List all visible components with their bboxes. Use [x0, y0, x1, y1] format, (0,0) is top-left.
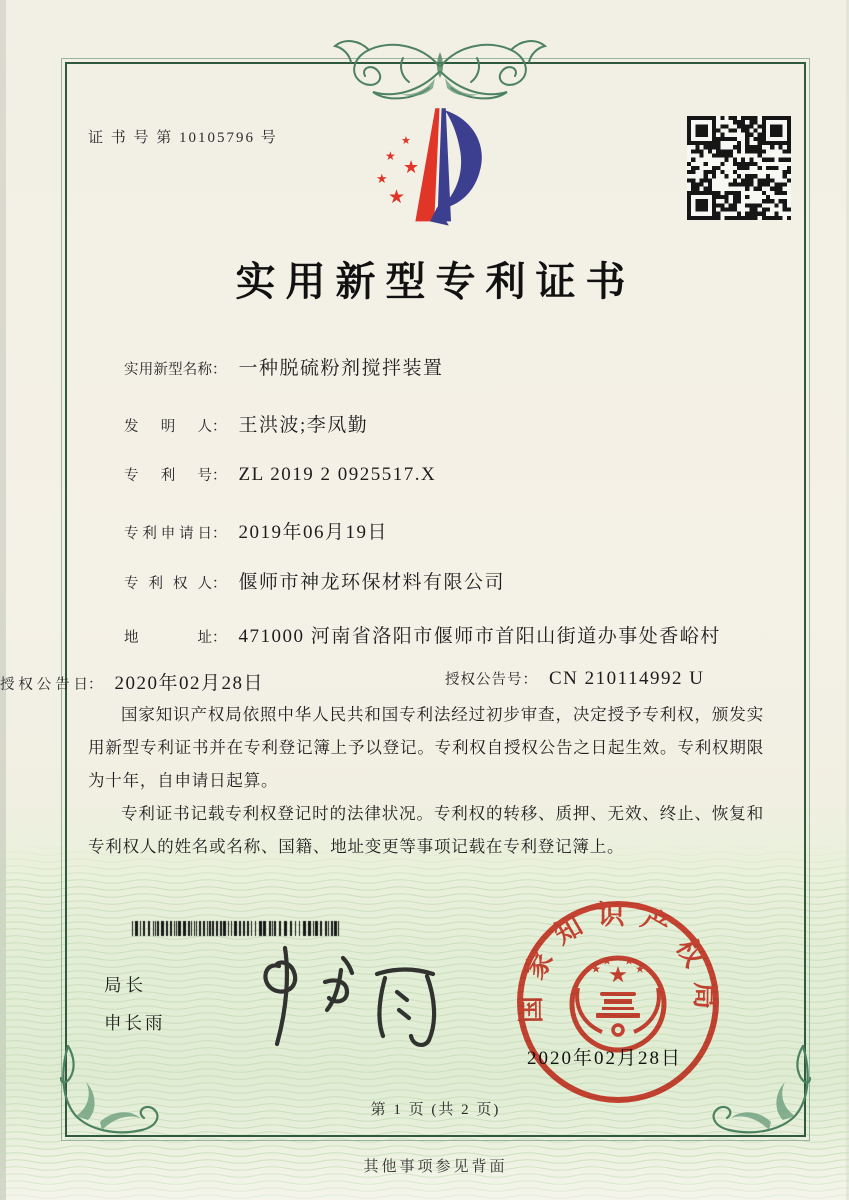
grant-date-group [0, 668, 849, 695]
legal-text [88, 698, 764, 863]
commissioner-name: 申长雨 [104, 1013, 166, 1033]
field-row-address [124, 621, 789, 648]
field-label: 实用新型名称 [124, 362, 212, 378]
field-row-patentee [124, 567, 789, 594]
field-row-filing-date [124, 517, 789, 544]
field-colon: ： [212, 362, 227, 378]
field-value-invention-name: 一种脱硫粉剂搅拌装置 [238, 358, 444, 379]
field-colon: ： [212, 576, 227, 592]
star-icon: ★ [388, 187, 406, 208]
field-row-grant [0, 668, 849, 694]
seal-ring-text: 国家知识产权局 [515, 899, 721, 1024]
official-seal [512, 896, 724, 1108]
commissioner-title: 局长 [104, 975, 147, 995]
bottom-left-ornament [58, 1040, 188, 1142]
legal-paragraph-1: 国家知识产权局依照中华人民共和国专利法经过初步审查，决定授予专利权，颁发实用新型专利证书并在专利登记簿上予以登记。专利权自授权公告之日起生效。专利权期限为十年，自申请日起算。 [88, 705, 764, 790]
grant-number-group [445, 668, 704, 690]
field-label: 授权公告号 [445, 672, 523, 688]
seal-date: 2020年02月28日 [527, 1048, 683, 1069]
field-colon: ： [212, 468, 227, 484]
star-icon: ★ [403, 157, 420, 177]
qr-code [687, 116, 791, 220]
barcode [131, 920, 345, 937]
legal-paragraph-2: 专利证书记载专利权登记时的法律状况。专利权的转移、质押、无效、终止、恢复和专利权人的姓名或名称、国籍、地址变更等事项记载在专利登记簿上。 [88, 804, 764, 856]
field-row-patent-number [124, 464, 789, 486]
page-number: 第 1 页 (共 2 页) [370, 1102, 501, 1118]
cnipa-logo-icon [371, 104, 487, 234]
field-colon: ： [212, 419, 227, 435]
field-row-name [124, 353, 789, 380]
field-label: 发明人 [124, 419, 212, 435]
field-label: 专利号 [124, 468, 212, 484]
star-icon: ★ [376, 171, 388, 186]
back-side-note: 其他事项参见背面 [363, 1159, 508, 1175]
certificate-number: 证 书 号 第 10105796 号 [88, 130, 278, 146]
star-icon: ★ [401, 135, 411, 147]
star-icon: ★ [385, 149, 396, 163]
field-label: 地址 [124, 630, 212, 646]
field-value-inventors: 王洪波;李凤勤 [238, 415, 369, 436]
field-label: 专利申请日 [124, 526, 212, 542]
field-value-filing-date: 2019年06月19日 [238, 522, 389, 543]
field-value-patentee: 偃师市神龙环保材料有限公司 [238, 572, 506, 593]
field-label: 专利权人 [124, 576, 212, 592]
field-value-address: 471000 河南省洛阳市偃师市首阳山街道办事处香峪村 [238, 626, 721, 647]
field-row-inventors [124, 410, 789, 437]
field-value-grant-number: CN 210114992 U [549, 668, 705, 689]
svg-text:国家知识产权局 [516, 900, 720, 1023]
certificate-title: 实用新型专利证书 [235, 259, 636, 304]
field-value-patent-number: ZL 2019 2 0925517.X [238, 464, 437, 485]
field-colon: ： [212, 630, 227, 646]
field-colon: ： [212, 526, 227, 542]
top-border-ornament [315, 36, 565, 108]
field-value-grant-date: 2020年02月28日 [114, 673, 265, 694]
field-label: 授权公告日 [0, 677, 88, 693]
field-colon: ： [88, 677, 103, 693]
national-emblem-icon [572, 957, 664, 1051]
field-colon: ： [522, 672, 537, 688]
signature-handwriting [245, 944, 460, 1050]
